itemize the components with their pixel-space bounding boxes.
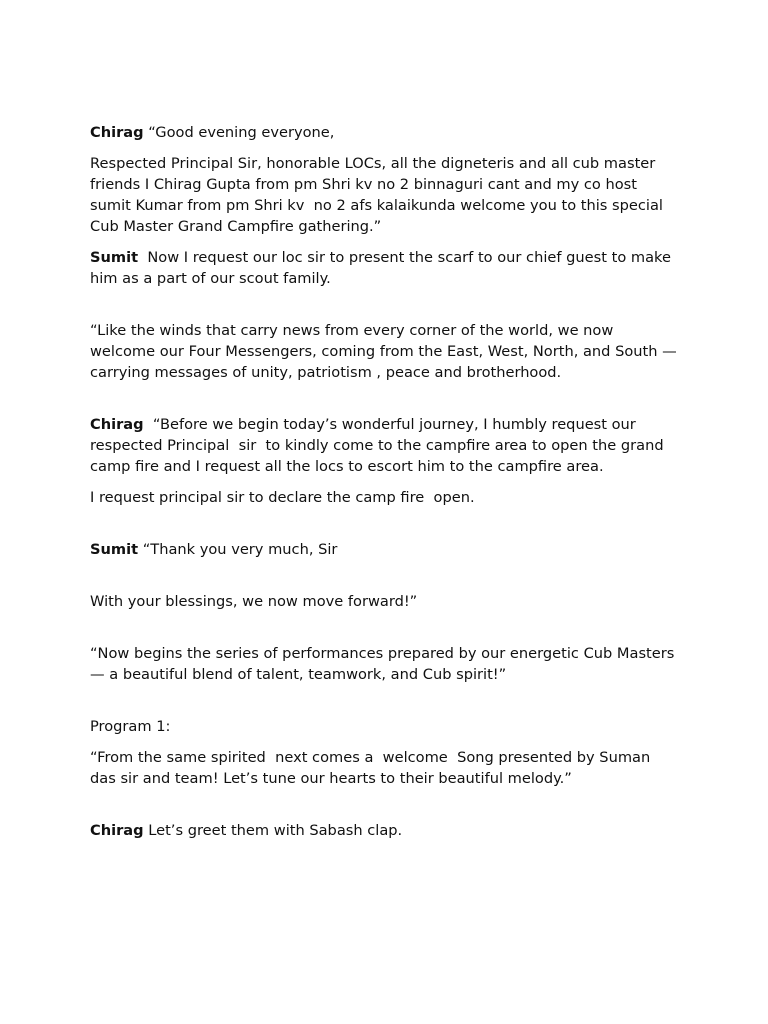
paragraph-text: “Before we begin today’s wonderful journey, I humbly request our respected Principal sir to kindly come to the campfire area to open the grand camp fire and I request all the locs to escort him to the campfire area. — [90, 416, 669, 475]
speaker-label: Sumit — [90, 249, 139, 266]
paragraph-sumit-scarf — [90, 247, 680, 289]
speaker-label: Sumit — [90, 541, 139, 558]
paragraph-text: “Thank you very much, Sir — [138, 541, 338, 558]
paragraph-text: Program 1: — [90, 718, 171, 735]
paragraph-text: With your blessings, we now move forward!” — [90, 593, 418, 610]
document-page — [90, 122, 680, 851]
paragraph-text: Respected Principal Sir, honorable LOCs, all the digneteris and all cub master friends I Chirag Gupta from pm Shri kv no 2 binnaguri cant and my co host sumit Kumar from pm Shri kv no 2 afs kalaikunda welcome you to this special Cub Master Grand Campfire gathering.” — [90, 155, 668, 235]
speaker-label: Chirag — [90, 124, 144, 141]
paragraph-declare-open — [90, 487, 680, 508]
paragraph-text: “Like the winds that carry news from every corner of the world, we now welcome our Four Messengers, coming from the East, West, North, and South — carrying messages of unity, patriotism , peace and brotherhood. — [90, 322, 682, 381]
paragraph-text: “From the same spirited next comes a welcome Song presented by Suman das sir and team! Let’s tune our hearts to their beautiful melody.” — [90, 749, 655, 787]
speaker-label: Chirag — [90, 822, 144, 839]
paragraph-chirag-clap — [90, 820, 680, 841]
paragraph-blessings — [90, 591, 680, 612]
paragraph-performances — [90, 643, 680, 685]
paragraph-text: Let’s greet them with Sabash clap. — [143, 822, 403, 839]
paragraph-program-heading — [90, 716, 680, 737]
speaker-label: Chirag — [90, 416, 144, 433]
paragraph-sumit-thanks — [90, 539, 680, 560]
paragraph-welcome — [90, 153, 680, 237]
paragraph-text: I request principal sir to declare the camp fire open. — [90, 489, 475, 506]
paragraph-messengers — [90, 320, 680, 383]
paragraph-text: Now I request our loc sir to present the scarf to our chief guest to make him as a part of our scout family. — [90, 249, 676, 287]
paragraph-text: “Good evening everyone, — [143, 124, 335, 141]
paragraph-chirag-greeting — [90, 122, 680, 143]
paragraph-chirag-request — [90, 414, 680, 477]
paragraph-text: “Now begins the series of performances prepared by our energetic Cub Masters — a beautiful blend of talent, teamwork, and Cub spirit!” — [90, 645, 679, 683]
paragraph-song-intro — [90, 747, 680, 789]
